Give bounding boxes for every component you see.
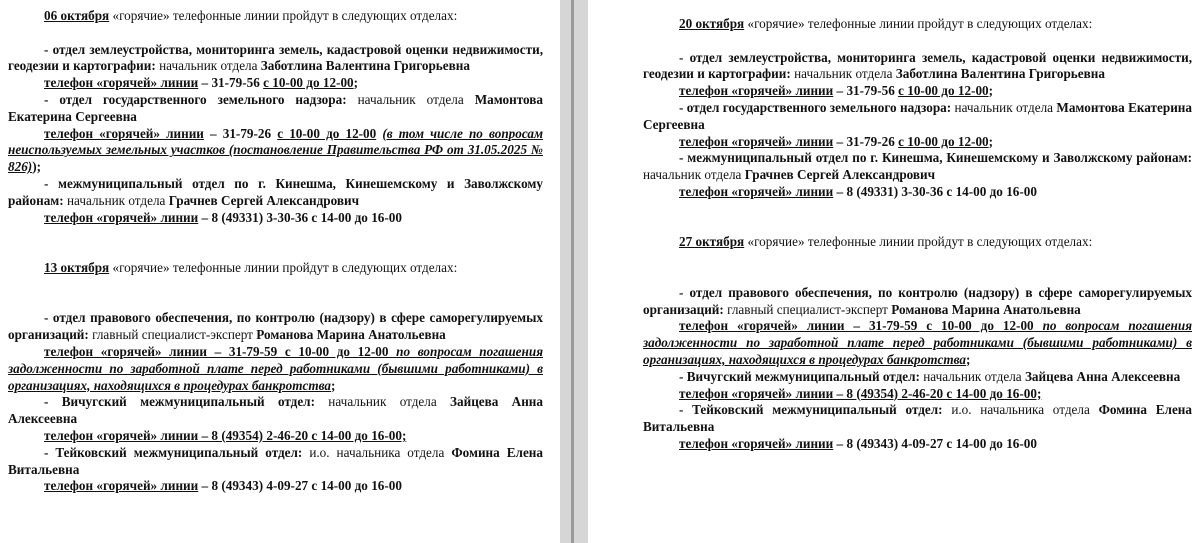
list-item-dept: - межмуниципальный отдел по г. Кинешма, Кинешемскому и Заволжскому районам: начальник отдела Грачнев Сергей Александрович (643, 150, 1192, 183)
page-gutter (560, 0, 588, 543)
list-item-dept: - отдел государственного земельного надзора: начальник отдела Мамонтова Екатерина Сергеевна (8, 91, 544, 124)
person-name: Фомина Елена Витальевна (643, 402, 1192, 435)
hotline-note: по вопросам погашения задолженности по заработной плате перед работниками (бывшими работниками) в организациях, находящихся в процедурах банкротства (8, 343, 543, 393)
person-name: Мамонтова Екатерина Сергеевна (643, 99, 1192, 132)
list-item-dept: - Тейковский межмуниципальный отдел: и.о. начальника отдела Фомина Елена Витальевна (643, 402, 1192, 435)
person-name: Грачнев Сергей Александрович (168, 192, 360, 208)
document-page-left (0, 0, 560, 543)
spacer (8, 294, 543, 311)
spacer (8, 226, 543, 260)
list-item-dept: - отдел правового обеспечения, по контролю (надзору) в сфере саморегулируемых организаций: главный специалист-эксперт Романова Марина Анатольевна (8, 310, 543, 343)
person-name: Грачнев Сергей Александрович (744, 167, 936, 183)
section-heading-oct-27: 27 октября «горячие» телефонные линии пройдут в следующих отделах: (679, 234, 1093, 250)
list-item-dept: - отдел государственного земельного надзора: начальник отдела Мамонтова Екатерина Сергеевна (643, 99, 1192, 132)
list-item-dept: - отдел землеустройства, мониторинга земель, кадастровой оценки недвижимости, геодезии и картографии: начальник отдела Заботлина Валентина Григорьевна (643, 49, 1192, 82)
person-name: Заботлина Валентина Григорьевна (895, 66, 1105, 82)
spacer (643, 268, 1192, 285)
hotline-note: по вопросам погашения задолженности по заработной плате перед работниками (бывшими работниками) в организациях, находящихся в процедурах банкротства (643, 318, 1193, 367)
person-name: Фомина Елена Витальевна (8, 444, 543, 477)
hotline-note: (в том числе по вопросам неиспользуемых земельных участков (постановление Правительства РФ от 31.05.2025 № 826) (8, 125, 543, 175)
hotline-phone: телефон «горячей» линии – 8 (49354) 2-46-20 с 14-00 до 16-00; (679, 385, 1042, 401)
section-date: 20 октября (679, 16, 745, 31)
hotline-phone: телефон «горячей» линии – 31-79-26 с 10-00 до 12-00; (679, 133, 994, 149)
section-date: 27 октября (679, 234, 745, 250)
hotline-phone: телефон «горячей» линии – 8 (49331) 3-30-36 с 14-00 до 16-00 (44, 209, 402, 225)
list-item-dept: - межмуниципальный отдел по г. Кинешма, Кинешемскому и Заволжскому районам: начальник отдела Грачнев Сергей Александрович (8, 175, 543, 208)
person-name: Мамонтова Екатерина Сергеевна (8, 91, 544, 124)
hotline-phone: телефон «горячей» линии – 31-79-26 с 10-00 до 12-00 (в том числе по вопросам неиспользуемых земельных участков (постановление Правительства РФ от 31.05.2025 № 826)); (8, 125, 543, 175)
section-heading-oct-06: 06 октября «горячие» телефонные линии пройдут в следующих отделах: (44, 8, 458, 23)
section-date: 06 октября (44, 8, 110, 23)
person-name: Романова Марина Анатольевна (256, 327, 446, 343)
list-item-dept: - отдел землеустройства, мониторинга земель, кадастровой оценки недвижимости, геодезии и картографии: начальник отдела Заботлина Валентина Григорьевна (8, 41, 543, 74)
page-divider (571, 0, 574, 543)
list-item-dept: - Вичугский межмуниципальный отдел: начальник отдела Зайцева Анна Алексеевна (8, 394, 543, 427)
hotline-phone: телефон «горячей» линии – 8 (49331) 3-30-36 с 14-00 до 16-00 (679, 183, 1037, 199)
hotline-phone: телефон «горячей» линии – 31-79-56 с 10-00 до 12-00; (679, 83, 994, 99)
hotline-phone: телефон «горячей» линии – 31-79-56 с 10-00 до 12-00; (44, 75, 359, 91)
spacer (643, 201, 1192, 235)
person-name: Зайцева Анна Алексеевна (8, 394, 543, 427)
hotline-phone: телефон «горячей» линии – 31-79-59 с 10-00 до 12-00 по вопросам погашения задолженности по заработной плате перед работниками (бывшими работниками) в организациях, находящихся в процедурах банкротства; (8, 343, 543, 393)
hotline-phone: телефон «горячей» линии – 8 (49343) 4-09-27 с 14-00 до 16-00 (679, 435, 1037, 451)
hotline-phone: телефон «горячей» линии – 8 (49354) 2-46-20 с 14-00 до 16-00; (44, 427, 407, 443)
section-heading-oct-13: 13 октября «горячие» телефонные линии пройдут в следующих отделах: (44, 259, 458, 275)
person-name: Зайцева Анна Алексеевна (1024, 368, 1181, 384)
document-page-right (588, 0, 1200, 543)
person-name: Романова Марина Анатольевна (891, 301, 1081, 317)
hotline-phone: телефон «горячей» линии – 31-79-59 с 10-00 до 12-00 по вопросам погашения задолженности по заработной плате перед работниками (бывшими работниками) в организациях, находящихся в процедурах банкротства; (643, 318, 1193, 367)
list-item-dept: - Тейковский межмуниципальный отдел: и.о. начальника отдела Фомина Елена Витальевна (8, 444, 543, 477)
hotline-phone: телефон «горячей» линии – 8 (49343) 4-09-27 с 14-00 до 16-00 (44, 478, 402, 494)
person-name: Заботлина Валентина Григорьевна (260, 58, 470, 74)
list-item-dept: - Вичугский межмуниципальный отдел: начальник отдела Зайцева Анна Алексеевна (679, 368, 1181, 384)
list-item-dept: - отдел правового обеспечения, по контролю (надзору) в сфере саморегулируемых организаций: главный специалист-эксперт Романова Марина Анатольевна (643, 284, 1192, 317)
section-heading-oct-20: 20 октября «горячие» телефонные линии пройдут в следующих отделах: (679, 16, 1093, 31)
section-date: 13 октября (44, 259, 110, 275)
